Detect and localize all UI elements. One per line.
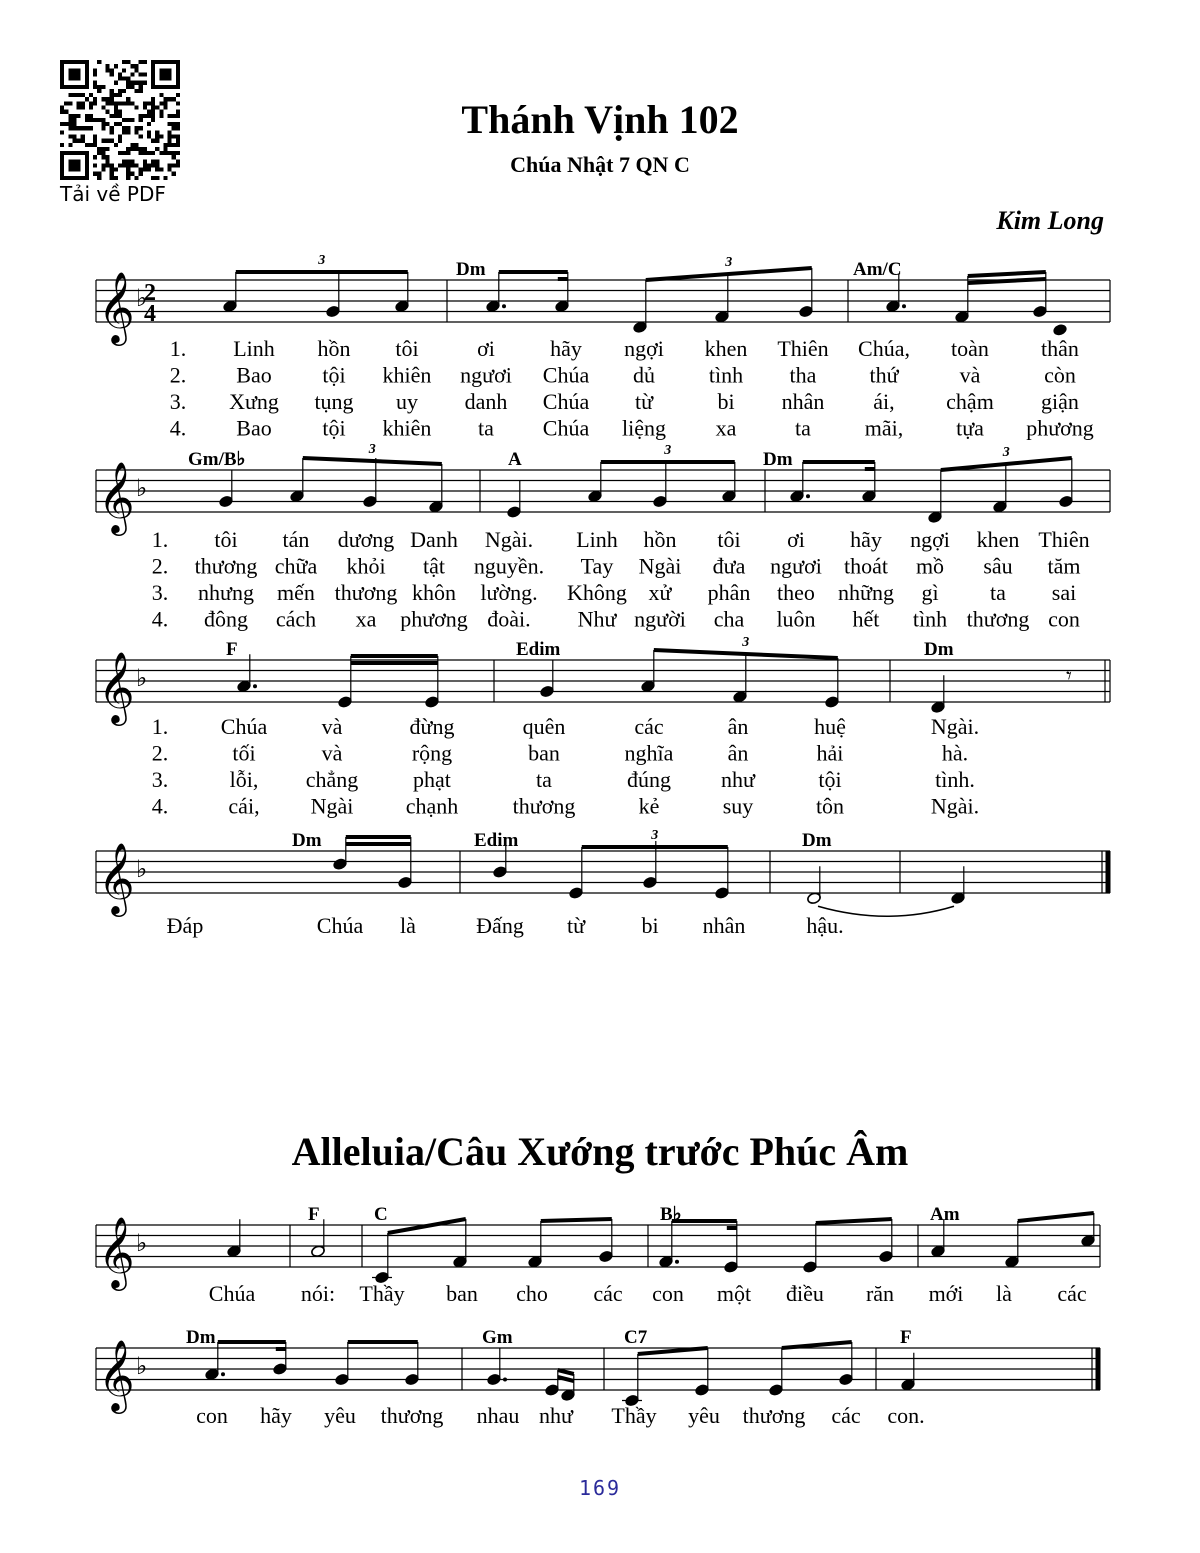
triplet-mark: 3: [742, 635, 750, 650]
lyric-syllable: tình.: [935, 767, 975, 792]
psalm-title: Thánh Vịnh 102: [461, 97, 739, 142]
verse-number: 4.: [151, 793, 169, 819]
lyric-syllable: tình: [912, 606, 948, 632]
note: [507, 480, 522, 518]
lyric-syllable: khiên: [382, 362, 432, 388]
lyric-syllable: Xưng: [229, 389, 279, 414]
beam: [541, 1219, 612, 1221]
lyric-syllable: huệ: [814, 714, 846, 739]
lyric-syllable: gì: [921, 580, 939, 605]
lyric-syllable: quên: [522, 714, 566, 739]
triplet-mark: 3: [368, 442, 376, 457]
composer-name: Kim Long: [996, 206, 1104, 235]
verse-number: 3.: [151, 580, 169, 605]
note: [799, 268, 814, 318]
note: [453, 1219, 468, 1268]
lyric-syllable: đúng: [627, 767, 671, 792]
lyric-syllable: yêu: [324, 1403, 356, 1428]
lyric-syllable: hãy: [260, 1403, 292, 1428]
lyric-syllable: nghĩa: [624, 740, 674, 766]
time-signature-top: 2: [144, 280, 156, 306]
lyric-syllable: thương: [194, 553, 258, 579]
note: [545, 1370, 560, 1396]
lyric-syllable: Chúa: [316, 913, 364, 938]
chord-symbol: F: [308, 1204, 320, 1225]
beam: [638, 1348, 708, 1354]
lyric-syllable: những: [838, 580, 894, 605]
lyric-syllable: tựa: [956, 415, 984, 441]
note: [1059, 458, 1074, 508]
lyric-syllable: Linh: [233, 336, 275, 361]
note: [338, 656, 353, 708]
chord-symbol: C: [374, 1204, 388, 1225]
lyric-syllable: cái,: [228, 793, 260, 819]
chord-symbol: A: [508, 449, 522, 470]
lyric-syllable: danh: [464, 389, 508, 414]
lyric-syllable: suy: [722, 793, 754, 819]
beam: [968, 272, 1046, 276]
lyric-syllable: lường.: [480, 580, 538, 605]
lyric-syllable: Chúa: [208, 1281, 256, 1306]
lyric-syllable: Như: [577, 606, 617, 632]
lyric-syllable: hết: [852, 606, 880, 632]
lyric-syllable: khôn: [412, 580, 456, 605]
dot: [806, 494, 810, 498]
dot: [253, 684, 257, 688]
lyric-syllable: đừng: [409, 714, 455, 739]
note: [993, 464, 1008, 513]
lyric-syllable: còn: [1044, 362, 1076, 388]
note: [715, 274, 730, 323]
lyric-syllable: tật: [423, 553, 445, 579]
note: [540, 660, 555, 698]
lyric-syllable: hậu.: [806, 913, 844, 938]
lyric-syllable: phương: [1026, 415, 1094, 441]
lyric-syllable: con: [1048, 606, 1080, 632]
dot: [221, 1372, 225, 1376]
lyric-syllable: Chúa,: [858, 336, 910, 361]
chord-symbol: Dm: [186, 1327, 216, 1348]
lyric-syllable: khen: [976, 527, 1020, 552]
dot: [902, 304, 906, 308]
lyric-syllable: bi: [641, 913, 659, 938]
staff-psalm-response: [96, 841, 1110, 917]
lyric-syllable: Chúa: [542, 415, 590, 441]
note: [733, 654, 748, 703]
note: [372, 1233, 392, 1284]
lyric-syllable: ban: [446, 1281, 478, 1306]
chord-symbol: Dm: [292, 830, 322, 851]
lyric-syllable: như: [539, 1403, 573, 1428]
verse-number: 1.: [169, 336, 187, 361]
note: [1081, 1213, 1096, 1247]
flat-key-signature: ♭: [136, 284, 148, 312]
lyric-syllable: tội: [818, 767, 842, 792]
lyric-syllable: nguyền.: [473, 553, 545, 579]
note: [955, 276, 970, 323]
lyric-syllable: hãy: [550, 336, 582, 361]
lyric-syllable: Ngài: [310, 793, 354, 819]
lyric-syllable: thứ: [869, 362, 899, 388]
lyric-syllable: đoài.: [487, 606, 531, 632]
lyric-syllable: ngợi: [910, 527, 950, 552]
verse-number: 2.: [169, 362, 187, 388]
lyric-syllable: nhân: [702, 913, 746, 938]
lyric-syllable: tôi: [717, 527, 741, 552]
verse-number: 3.: [151, 767, 169, 792]
staff-psalm-1: [96, 270, 1110, 346]
lyric-syllable: thương: [966, 606, 1030, 632]
lyric-syllable: chậm: [946, 389, 994, 414]
lyric-syllable: xử: [648, 580, 672, 605]
lyric-syllable: rộng: [411, 740, 453, 766]
note: [715, 847, 730, 899]
beam: [558, 1370, 574, 1374]
note: [333, 837, 348, 871]
lyric-syllable: Chúa: [542, 389, 590, 414]
verse-number: 2.: [151, 740, 169, 766]
lyric-syllable: phương: [400, 606, 468, 632]
lyric-syllable: xa: [355, 606, 377, 632]
note: [569, 847, 584, 899]
beam: [303, 458, 442, 464]
note: [653, 462, 668, 508]
lyric-syllable: người: [634, 606, 686, 632]
beam: [388, 1219, 466, 1233]
beam: [816, 1219, 892, 1223]
treble-clef: 𝄞: [98, 1215, 135, 1288]
lyric-syllable: răn: [865, 1281, 895, 1306]
lyric-syllable: ân: [727, 714, 749, 739]
lyric-syllable: các: [1057, 1281, 1087, 1306]
note: [641, 650, 656, 693]
treble-clef: 𝄞: [98, 650, 135, 723]
chord-symbol: Dm: [924, 639, 954, 660]
chord-symbol: Edim: [516, 639, 561, 660]
note: [803, 1223, 818, 1273]
beam: [558, 1377, 574, 1381]
lyric-syllable: ban: [528, 740, 560, 766]
triplet-mark: 3: [664, 443, 672, 458]
lyric-syllable: hồn: [317, 336, 351, 361]
lyric-syllable: bi: [717, 389, 735, 414]
note: [223, 272, 238, 313]
lyric-syllable: xa: [715, 415, 737, 441]
chord-symbol: F: [900, 1327, 912, 1348]
lyric-syllable: thương: [742, 1403, 806, 1428]
notehead: [1053, 323, 1068, 336]
lyric-syllable: ta: [795, 415, 811, 441]
lyric-syllable: tối: [232, 740, 256, 766]
lyric-syllable: một: [716, 1281, 752, 1306]
lyric-syllable: từ: [566, 913, 586, 938]
lyric-syllable: giận: [1041, 389, 1079, 414]
lyric-syllable: Ngài.: [930, 714, 980, 739]
lyric-syllable: liệng: [622, 415, 666, 441]
lyric-syllable: các: [593, 1281, 623, 1306]
note: [928, 470, 943, 524]
lyric-syllable: điều: [786, 1281, 824, 1306]
chord-symbol: Dm: [802, 830, 832, 851]
chord-symbol: Dm: [456, 259, 486, 280]
note: [825, 658, 840, 708]
lyric-syllable: các: [634, 714, 664, 739]
chord-symbol: B♭: [660, 1204, 682, 1225]
lyric-syllable: cách: [275, 606, 317, 632]
lyric-syllable: Thiên: [777, 336, 829, 361]
verse-number: 4.: [169, 415, 187, 441]
download-pdf-label[interactable]: Tải về PDF: [60, 182, 166, 206]
lyric-syllable: ân: [727, 740, 749, 766]
lyric-syllable: Tay: [580, 553, 614, 579]
lyric-syllable: và: [959, 362, 981, 388]
flat-key-signature: ♭: [136, 855, 148, 883]
verse-number: 1.: [151, 527, 169, 552]
lyric-syllable: là: [996, 1281, 1012, 1306]
chord-symbol: Am: [930, 1204, 960, 1225]
lyric-syllable: tăm: [1047, 553, 1081, 579]
flat-key-signature: ♭: [136, 664, 148, 692]
lyric-syllable: con.: [887, 1403, 925, 1428]
lyric-syllable: sai: [1051, 580, 1077, 605]
lyric-syllable: Danh: [410, 527, 458, 552]
lyric-syllable: mãi,: [864, 415, 904, 441]
lyric-syllable: Chúa: [220, 714, 268, 739]
lyric-syllable: lỗi,: [229, 767, 259, 792]
lyric-syllable: Ngài.: [484, 527, 534, 552]
triplet-mark: 3: [651, 828, 659, 843]
lyric-syllable: tình: [708, 362, 744, 388]
lyric-syllable: là: [400, 913, 416, 938]
lyric-syllable: hồn: [643, 527, 677, 552]
dot: [503, 1378, 507, 1382]
lyric-syllable: nhân: [781, 389, 825, 414]
lyric-syllable: Thiên: [1038, 527, 1090, 552]
lyric-syllable: Ngài.: [930, 793, 980, 819]
verse-number: 3.: [169, 389, 187, 414]
page-number: 169: [578, 1476, 622, 1500]
lyric-syllable: nhau: [476, 1403, 520, 1428]
note: [790, 462, 810, 503]
lyric-syllable: toàn: [951, 336, 989, 361]
lyric-syllable: và: [321, 740, 343, 766]
note: [487, 1348, 507, 1386]
verse-number: 2.: [151, 553, 169, 579]
note: [695, 1348, 710, 1396]
chord-symbol: Gm: [482, 1327, 513, 1348]
note: [395, 272, 410, 313]
lyric-syllable: ta: [536, 767, 552, 792]
note: [486, 272, 506, 313]
lyric-syllable: con: [196, 1403, 228, 1428]
lyric-syllable: Thầy: [611, 1403, 657, 1428]
lyric-syllable: khiên: [382, 415, 432, 441]
lyric-syllable: con: [652, 1281, 684, 1306]
verse-number: 4.: [151, 606, 169, 632]
treble-clef: 𝄞: [98, 841, 135, 914]
lyric-syllable: chạnh: [405, 793, 459, 819]
lyric-syllable: ơi: [787, 527, 805, 552]
treble-clef: 𝄞: [98, 1338, 135, 1411]
lyric-syllable: kẻ: [638, 793, 660, 819]
lyric-syllable: thương: [512, 793, 576, 819]
note: [659, 1221, 679, 1268]
note: [326, 272, 341, 318]
flat-key-signature: ♭: [136, 474, 148, 502]
lyric-syllable: Không: [567, 580, 627, 605]
lyric-syllable: mồ: [915, 553, 945, 579]
psalm-subtitle: Chúa Nhật 7 QN C: [510, 152, 690, 177]
lyric-syllable: yêu: [688, 1403, 720, 1428]
lyric-syllable: ta: [990, 580, 1006, 605]
lyric-syllable: dủ: [633, 362, 655, 388]
note: [722, 462, 737, 503]
lyric-syllable: nói:: [300, 1281, 336, 1306]
lyric-syllable: các: [831, 1403, 861, 1428]
lyric-syllable: chẳng: [305, 767, 359, 792]
note: [1005, 1221, 1020, 1268]
staff-alleluia-2: [96, 1338, 1100, 1414]
lyric-syllable: Ngài: [638, 553, 682, 579]
lyric-syllable: dương: [337, 527, 395, 552]
treble-clef: 𝄞: [98, 270, 135, 343]
lyric-syllable: Đáp: [166, 913, 204, 938]
alleluia-title: Alleluia/Câu Xướng trước Phúc Âm: [291, 1129, 909, 1174]
lyric-syllable: ơi: [477, 336, 495, 361]
lyric-syllable: thương: [380, 1403, 444, 1428]
staff-psalm-2: [96, 460, 1110, 536]
lyric-syllable: ngươi: [460, 362, 512, 388]
note: [528, 1221, 543, 1268]
note: [429, 464, 444, 513]
lyric-syllable: cho: [516, 1281, 548, 1306]
lyric-syllable: Đấng: [476, 913, 524, 938]
lyric-syllable: tán: [282, 527, 310, 552]
lyric-syllable: khen: [704, 336, 748, 361]
lyric-syllable: theo: [777, 580, 815, 605]
lyric-syllable: phân: [707, 580, 751, 605]
verse-number: 1.: [151, 714, 169, 739]
lyric-syllable: khỏi: [346, 553, 386, 579]
beam: [782, 1342, 852, 1348]
note: [363, 458, 378, 508]
dot: [675, 1260, 679, 1264]
lyric-syllable: Bao: [236, 415, 272, 441]
note: [588, 462, 603, 503]
lyric-syllable: thân: [1041, 336, 1079, 361]
lyric-syllable: nhưng: [198, 580, 254, 605]
lyric-syllable: luôn: [776, 606, 816, 632]
flat-key-signature: ♭: [136, 1229, 148, 1257]
lyric-syllable: sâu: [983, 553, 1013, 579]
chord-symbol: Dm: [763, 449, 793, 470]
lyric-syllable: từ: [634, 389, 654, 414]
treble-clef: 𝄞: [98, 460, 135, 533]
lyric-syllable: cha: [713, 606, 745, 632]
lyric-syllable: hãy: [850, 527, 882, 552]
staff-alleluia-1: [96, 1215, 1100, 1291]
lyric-syllable: thoát: [844, 553, 888, 579]
lyric-syllable: tội: [322, 362, 346, 388]
triplet-mark: 3: [1002, 445, 1010, 460]
lyric-syllable: tha: [789, 362, 817, 388]
lyric-syllable: ta: [478, 415, 494, 441]
lyric-syllable: mới: [928, 1281, 964, 1306]
lyric-syllable: tôi: [214, 527, 238, 552]
note: [219, 470, 234, 508]
chord-symbol: Am/C: [853, 259, 902, 280]
note: [633, 280, 648, 334]
note: [1053, 323, 1068, 336]
lyric-syllable: ái,: [873, 389, 895, 414]
lyric-syllable: uy: [396, 389, 418, 414]
dot: [502, 304, 506, 308]
lyric-syllable: thương: [334, 580, 398, 605]
chord-symbol: C7: [624, 1327, 648, 1348]
flat-key-signature: ♭: [136, 1352, 148, 1380]
lyric-syllable: phạt: [413, 767, 451, 792]
triplet-mark: 3: [318, 253, 326, 268]
lyric-syllable: như: [721, 767, 755, 792]
lyric-syllable: đưa: [712, 553, 746, 579]
lyric-syllable: Bao: [236, 362, 272, 388]
lyric-syllable: chữa: [274, 553, 318, 579]
chord-symbol: Gm/B♭: [188, 449, 246, 470]
lyric-syllable: hải: [816, 740, 844, 766]
lyric-syllable: ngợi: [624, 336, 664, 361]
time-signature-bottom: 4: [144, 301, 156, 327]
lyric-syllable: Thầy: [359, 1281, 405, 1306]
beam: [1018, 1213, 1094, 1221]
lyric-syllable: tôn: [815, 793, 845, 819]
lyric-syllable: ngươi: [770, 553, 822, 579]
lyric-syllable: và: [321, 714, 343, 739]
triplet-mark: 3: [725, 255, 733, 270]
lyric-syllable: đông: [204, 606, 248, 632]
lyric-syllable: mến: [277, 580, 315, 605]
lyric-syllable: Chúa: [542, 362, 590, 388]
lyric-syllable: hà.: [941, 740, 969, 766]
note: [622, 1354, 642, 1407]
chord-symbol: F: [226, 639, 238, 660]
lyric-syllable: tụng: [314, 389, 354, 414]
lyric-syllable: tôi: [395, 336, 419, 361]
chord-symbol: Edim: [474, 830, 519, 851]
lyric-syllable: Linh: [576, 527, 618, 552]
eighth-rest: 𝄾: [1066, 664, 1072, 689]
note: [769, 1348, 784, 1396]
lyric-syllable: tội: [322, 415, 346, 441]
